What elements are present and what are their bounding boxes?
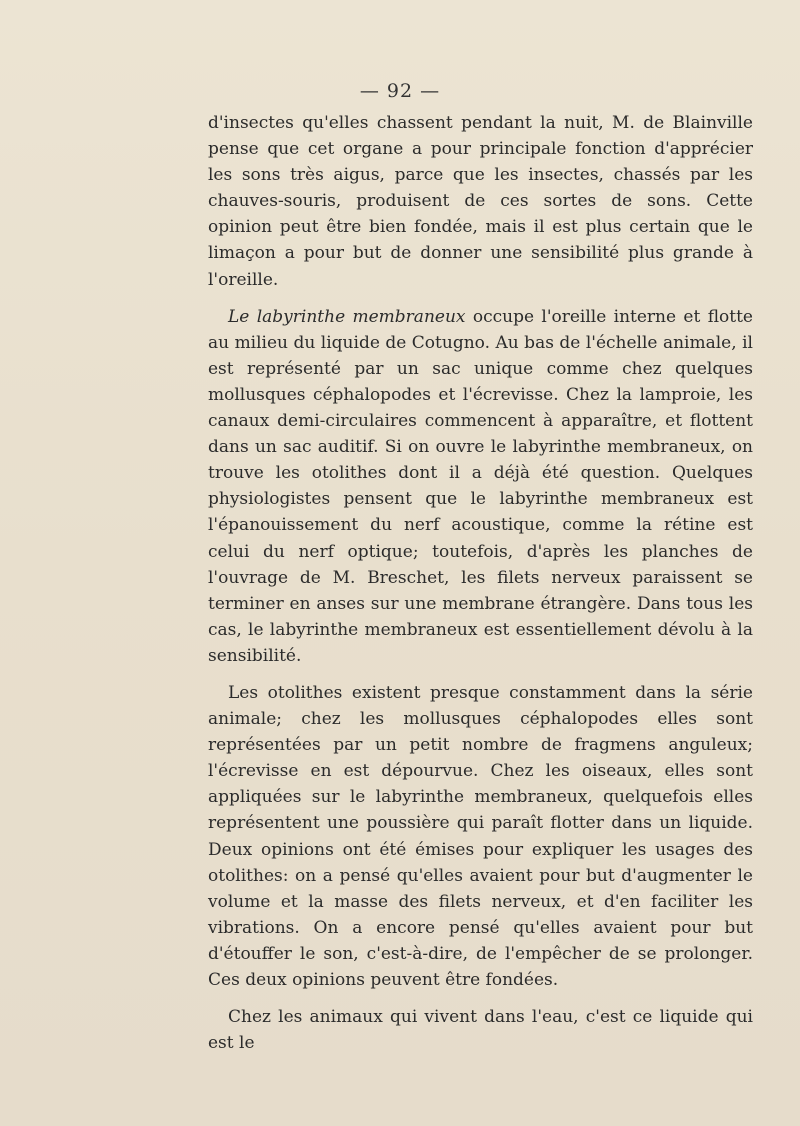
paragraph-2-italic-lead: Le labyrinthe membraneux — [228, 306, 466, 327]
page-number: — 92 — — [359, 80, 441, 102]
paragraph-4: Chez les animaux qui vivent dans l'eau, c'est ce liquide qui est le — [208, 1007, 753, 1054]
paragraph-1: d'insectes qu'elles chassent pendant la nuit, M. de Blainville pense que cet organe a pour principale fonction d'apprécier les sons très aigus, parce que les insectes, chassés par les chauves-souris, produisent de ces sortes de sons. Cette opinion peut être bien fondée, mais il est plus certain que le limaçon a pour but de donner une sensibilité plus grande à l'oreille. — [208, 113, 753, 290]
paragraph-2 — [208, 304, 753, 669]
body-text — [208, 110, 753, 1056]
paragraph-3: Les otolithes existent presque constamment dans la série animale; chez les mollusques céphalopodes elles sont représentées par un petit nombre de fragmens anguleux; l'écrevisse en est dépourvue. Chez les oiseaux, elles sont appliquées sur le labyrinthe membraneux, quelquefois elles représentent une poussière qui paraît flotter dans un liquide. Deux opinions ont été émises pour expliquer les usages des otolithes: on a pensé qu'elles avaient pour but d'augmenter le volume et la masse des filets nerveux, et d'en faciliter les vibrations. On a encore pensé qu'elles avaient pour but d'étouffer le son, c'est-à-dire, de l'empêcher de se prolonger. Ces deux opinions peuvent être fondées. — [208, 682, 753, 990]
paragraph-2-body: occupe l'oreille interne et flotte au milieu du liquide de Cotugno. Au bas de l'échelle animale, il est représenté par un sac unique comme chez quelques mollusques céphalopodes et l'écrevisse. Chez la lamproie, les canaux demi-circulaires commencent à apparaître, et flottent dans un sac auditif. Si on ouvre le labyrinthe membraneux, on trouve les otolithes dont il a déjà été question. Quelques physiologistes pensent que le labyrinthe membraneux est l'épanouissement du nerf acoustique, comme la rétine est celui du nerf optique; toutefois, d'après les planches de l'ouvrage de M. Breschet, les filets nerveux paraissent se terminer en anses sur une membrane étrangère. Dans tous les cas, le labyrinthe membraneux est essentiellement dévolu à la sensibilité. — [208, 306, 753, 666]
